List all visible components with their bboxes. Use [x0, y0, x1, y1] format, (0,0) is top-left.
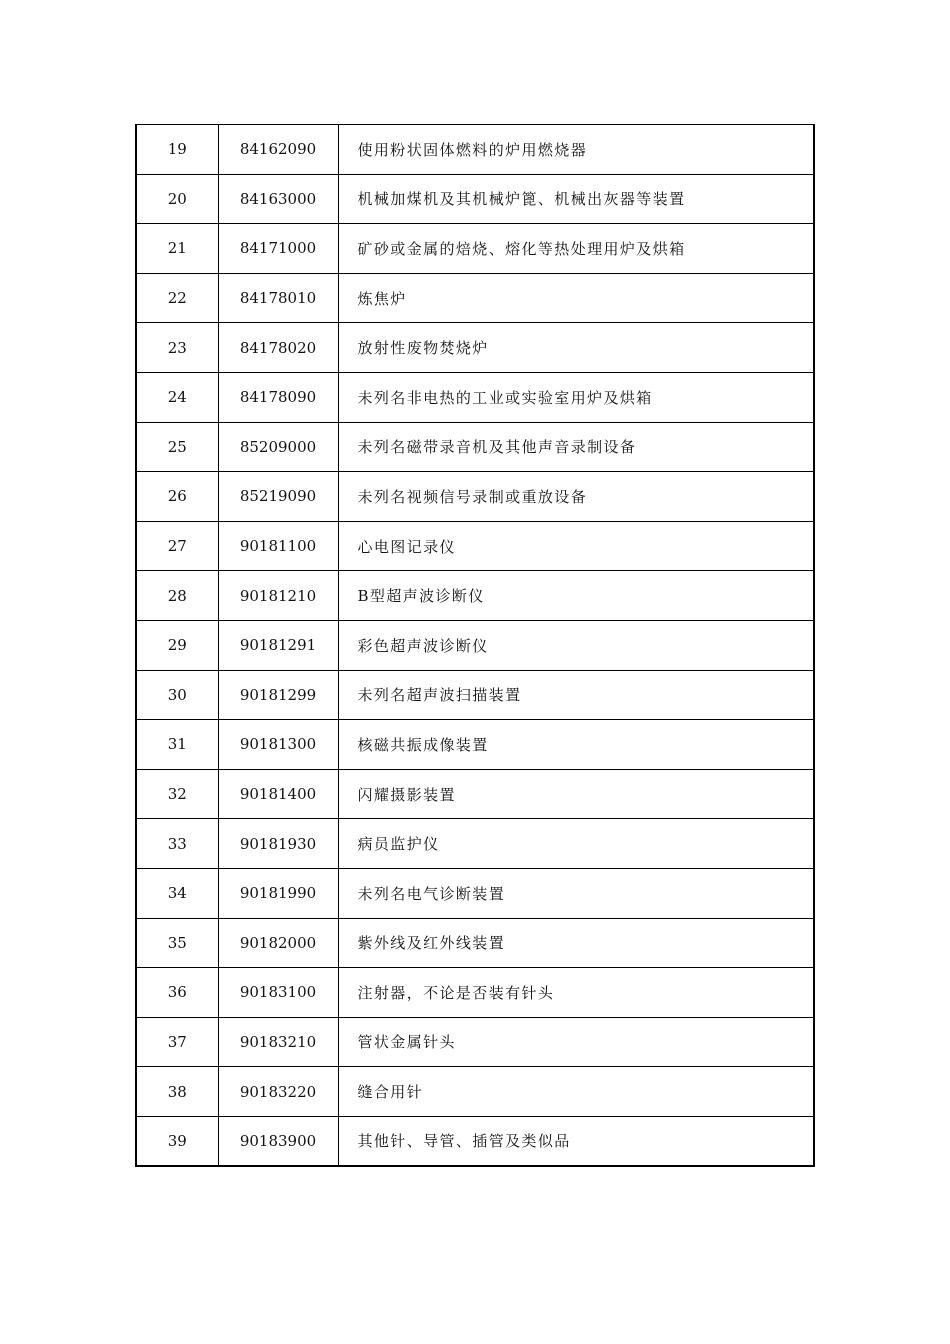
table-row — [136, 720, 814, 770]
commodity-name-cell: 机械加煤机及其机械炉篦、机械出灰器等装置 — [338, 174, 814, 224]
row-number-cell: 36 — [136, 968, 218, 1018]
commodity-name-cell: 闪耀摄影装置 — [338, 769, 814, 819]
table-row — [136, 769, 814, 819]
commodity-name-cell: 缝合用针 — [338, 1067, 814, 1117]
table-row — [136, 868, 814, 918]
commodity-name-cell: 未列名非电热的工业或实验室用炉及烘箱 — [338, 372, 814, 422]
hs-code-table — [135, 124, 815, 1167]
row-number-cell: 19 — [136, 125, 218, 175]
row-number-cell: 23 — [136, 323, 218, 373]
table-row — [136, 1067, 814, 1117]
commodity-name-cell: 管状金属针头 — [338, 1017, 814, 1067]
commodity-code-cell: 84178020 — [218, 323, 338, 373]
table-row — [136, 472, 814, 522]
commodity-code-cell: 90181930 — [218, 819, 338, 869]
table-row — [136, 273, 814, 323]
commodity-code-cell: 84163000 — [218, 174, 338, 224]
table-row — [136, 422, 814, 472]
commodity-name-cell: 未列名磁带录音机及其他声音录制设备 — [338, 422, 814, 472]
row-number-cell: 31 — [136, 720, 218, 770]
commodity-code-cell: 84171000 — [218, 224, 338, 274]
table-row — [136, 571, 814, 621]
table-row — [136, 521, 814, 571]
commodity-code-cell: 90183100 — [218, 968, 338, 1018]
commodity-code-cell: 90181299 — [218, 670, 338, 720]
table-row — [136, 372, 814, 422]
table-row — [136, 620, 814, 670]
commodity-name-cell: 使用粉状固体燃料的炉用燃烧器 — [338, 125, 814, 175]
commodity-code-cell: 90181210 — [218, 571, 338, 621]
commodity-code-cell: 90181291 — [218, 620, 338, 670]
commodity-name-cell: 炼焦炉 — [338, 273, 814, 323]
row-number-cell: 20 — [136, 174, 218, 224]
commodity-name-cell: 未列名超声波扫描装置 — [338, 670, 814, 720]
table-row — [136, 1116, 814, 1166]
row-number-cell: 38 — [136, 1067, 218, 1117]
row-number-cell: 21 — [136, 224, 218, 274]
commodity-name-cell: 其他针、导管、插管及类似品 — [338, 1116, 814, 1166]
row-number-cell: 26 — [136, 472, 218, 522]
commodity-code-cell: 90181990 — [218, 868, 338, 918]
table-row — [136, 125, 814, 175]
commodity-code-cell: 90183220 — [218, 1067, 338, 1117]
commodity-name-cell: 彩色超声波诊断仪 — [338, 620, 814, 670]
commodity-code-cell: 84178090 — [218, 372, 338, 422]
row-number-cell: 27 — [136, 521, 218, 571]
commodity-code-cell: 90181300 — [218, 720, 338, 770]
table-row — [136, 224, 814, 274]
commodity-name-cell: 心电图记录仪 — [338, 521, 814, 571]
commodity-name-cell: 紫外线及红外线装置 — [338, 918, 814, 968]
commodity-name-cell: 未列名电气诊断装置 — [338, 868, 814, 918]
commodity-code-cell: 90183900 — [218, 1116, 338, 1166]
row-number-cell: 22 — [136, 273, 218, 323]
commodity-code-cell: 90183210 — [218, 1017, 338, 1067]
table-row — [136, 968, 814, 1018]
row-number-cell: 34 — [136, 868, 218, 918]
row-number-cell: 39 — [136, 1116, 218, 1166]
table-body — [136, 125, 814, 1166]
row-number-cell: 29 — [136, 620, 218, 670]
commodity-name-cell: 放射性废物焚烧炉 — [338, 323, 814, 373]
commodity-code-cell: 85209000 — [218, 422, 338, 472]
table-row — [136, 670, 814, 720]
commodity-name-cell: B型超声波诊断仪 — [338, 571, 814, 621]
commodity-name-cell: 矿砂或金属的焙烧、熔化等热处理用炉及烘箱 — [338, 224, 814, 274]
row-number-cell: 28 — [136, 571, 218, 621]
row-number-cell: 25 — [136, 422, 218, 472]
commodity-code-cell: 90182000 — [218, 918, 338, 968]
commodity-name-cell: 病员监护仪 — [338, 819, 814, 869]
table-row — [136, 1017, 814, 1067]
commodity-code-cell: 90181400 — [218, 769, 338, 819]
commodity-name-cell: 核磁共振成像装置 — [338, 720, 814, 770]
row-number-cell: 33 — [136, 819, 218, 869]
commodity-name-cell: 注射器，不论是否装有针头 — [338, 968, 814, 1018]
table-row — [136, 918, 814, 968]
row-number-cell: 32 — [136, 769, 218, 819]
commodity-code-cell: 85219090 — [218, 472, 338, 522]
commodity-code-cell: 84162090 — [218, 125, 338, 175]
table-row — [136, 323, 814, 373]
table-row — [136, 174, 814, 224]
row-number-cell: 37 — [136, 1017, 218, 1067]
row-number-cell: 30 — [136, 670, 218, 720]
commodity-code-cell: 84178010 — [218, 273, 338, 323]
table-row — [136, 819, 814, 869]
commodity-name-cell: 未列名视频信号录制或重放设备 — [338, 472, 814, 522]
commodity-code-cell: 90181100 — [218, 521, 338, 571]
row-number-cell: 35 — [136, 918, 218, 968]
row-number-cell: 24 — [136, 372, 218, 422]
